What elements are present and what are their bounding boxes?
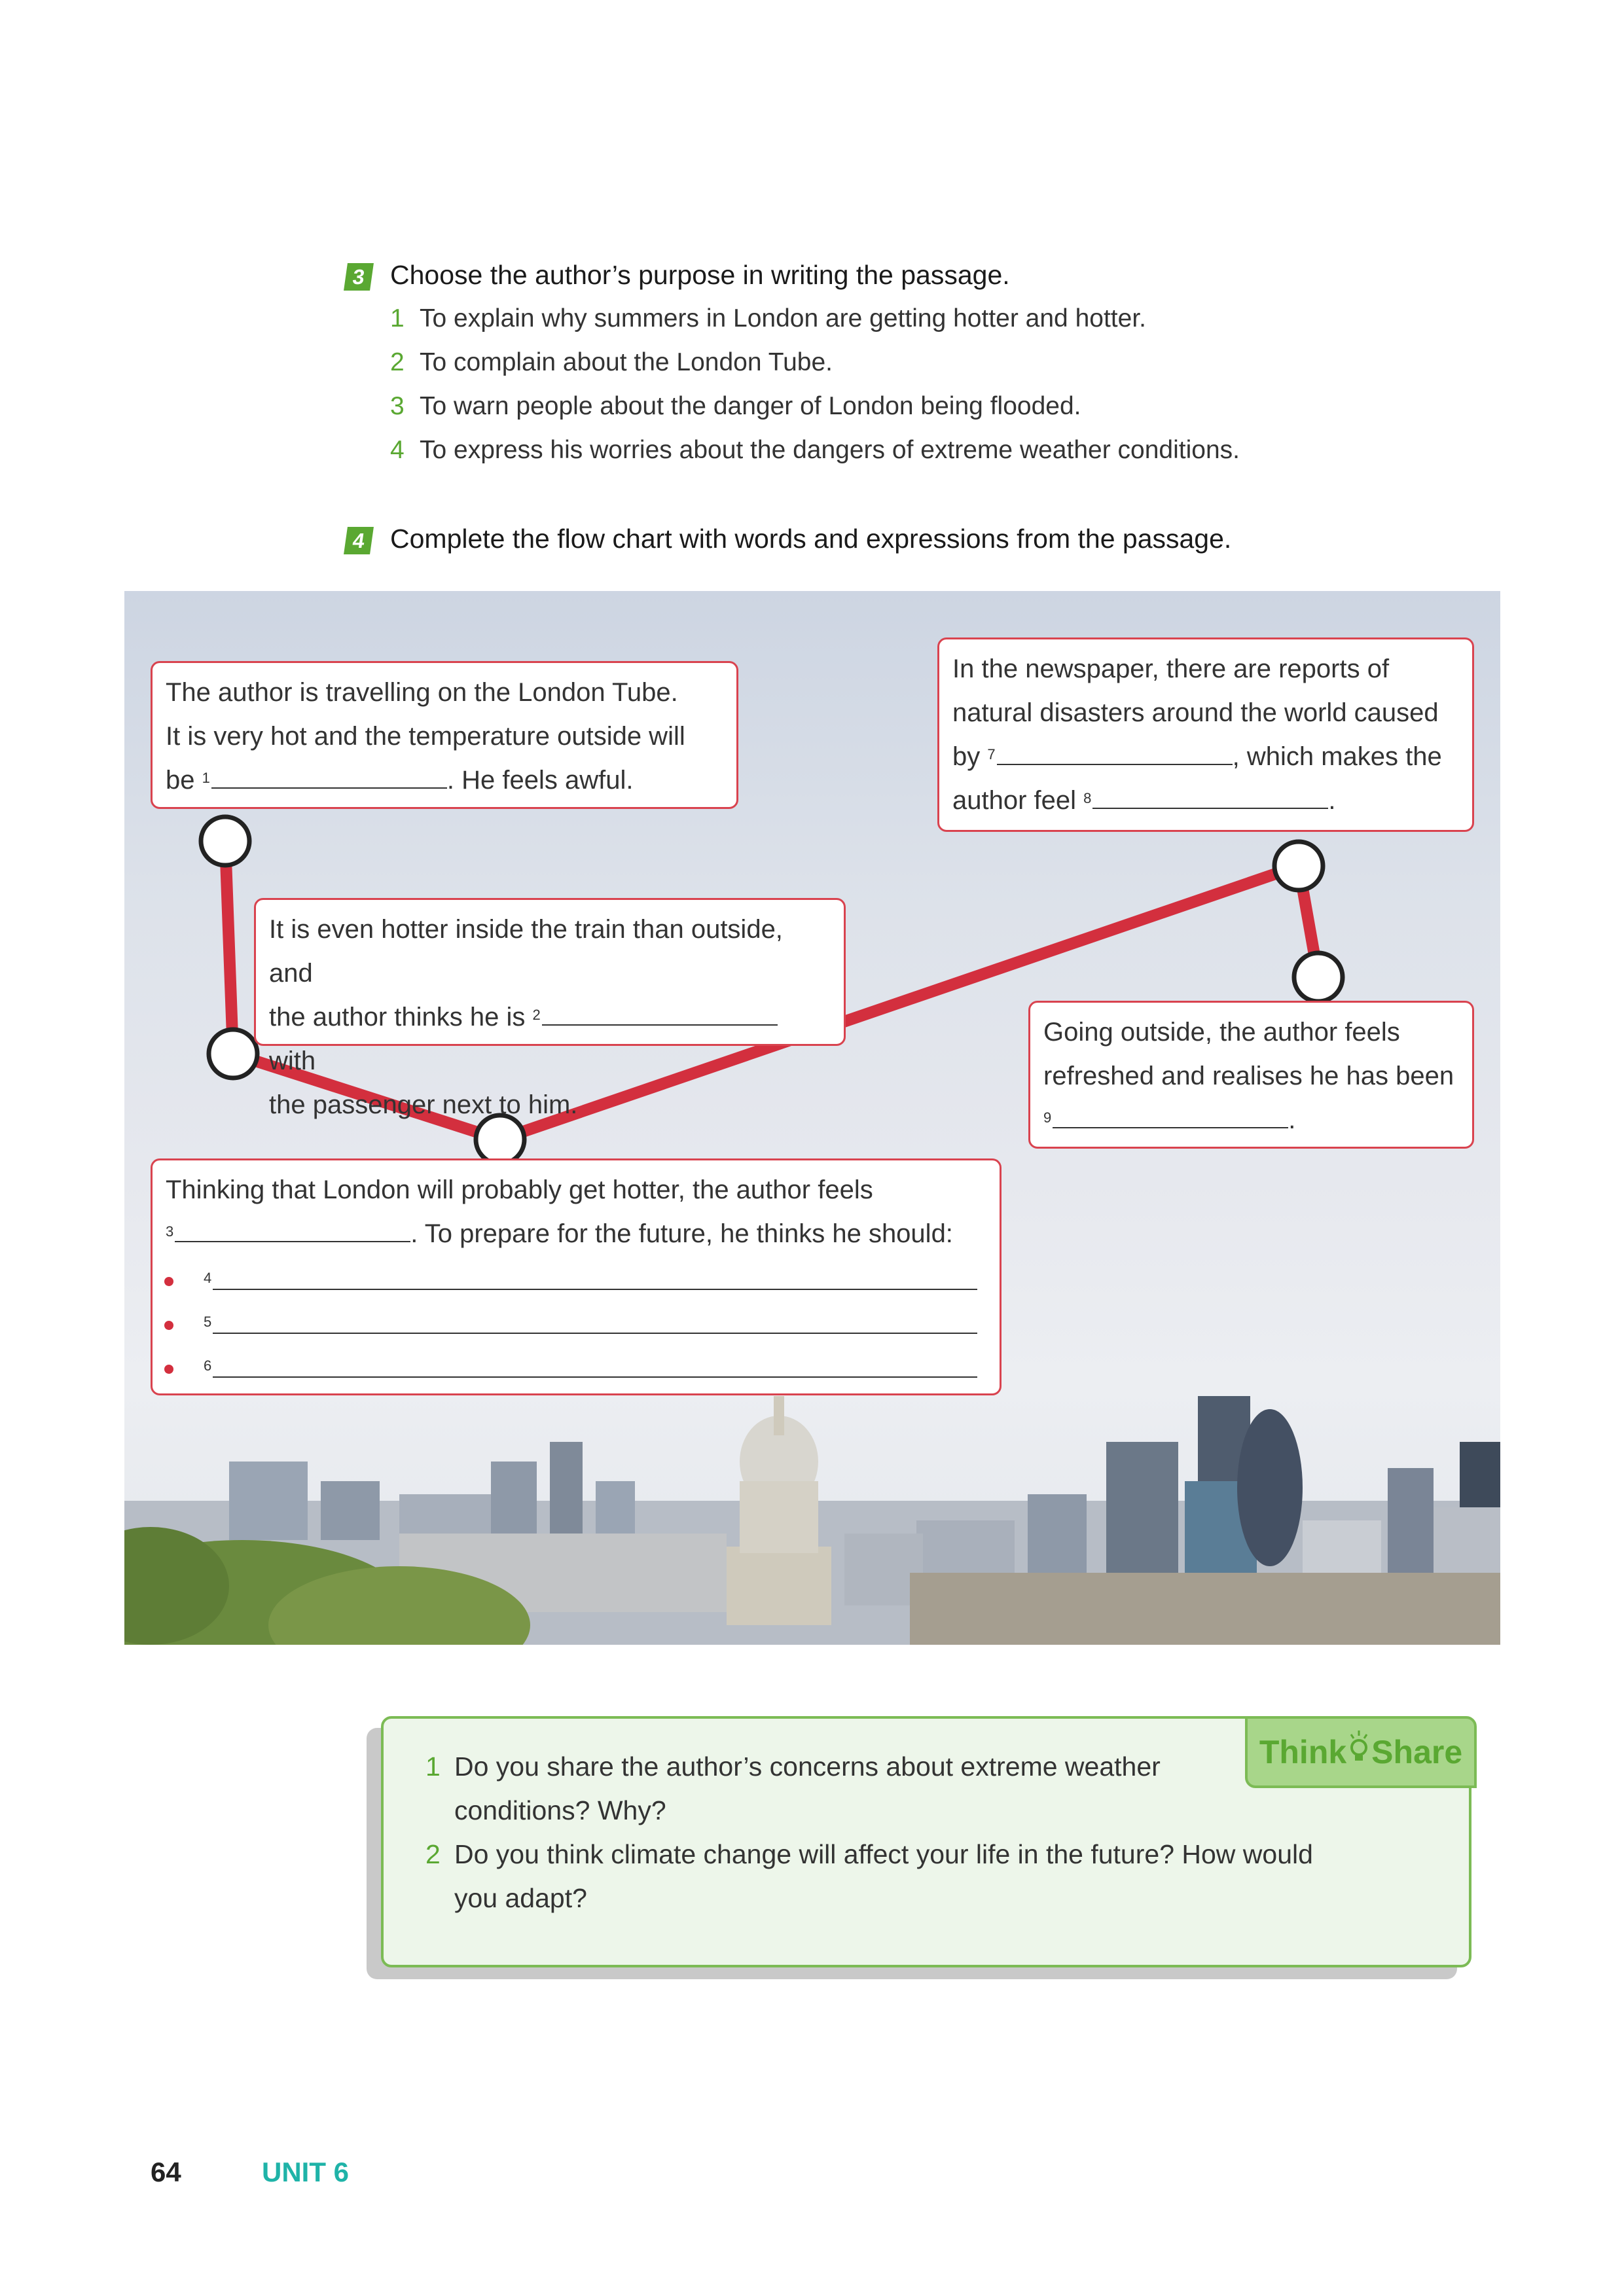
text: author feel <box>952 786 1077 815</box>
flow-box-3-line-1: Thinking that London will probably get hotter, the author feels <box>166 1175 873 1204</box>
flow-box-4-line-1: In the newspaper, there are reports of <box>952 655 1390 683</box>
flow-box-2-line-1: It is even hotter inside the train than outside, and <box>269 915 783 988</box>
flow-box-1-line-1: The author is travelling on the London Tube. <box>166 678 678 707</box>
blank-number-7: 7 <box>987 746 996 762</box>
option-text: To complain about the London Tube. <box>420 348 833 376</box>
route-stop-2 <box>209 1030 257 1078</box>
text: be <box>166 766 195 795</box>
london-skyline-image <box>124 1396 1500 1645</box>
blank-number-4: 4 <box>204 1270 212 1286</box>
exercise-3-instruction: Choose the author’s purpose in writing the passage. <box>390 260 1010 290</box>
question-text-line-2: conditions? Why? <box>454 1795 666 1825</box>
flow-box-5 <box>1028 1001 1474 1149</box>
flow-box-4 <box>937 637 1474 832</box>
exercise-4-badge: 4 <box>344 527 374 554</box>
text: . To prepare for the future, he thinks he should: <box>410 1219 953 1248</box>
answer-bullet-5[interactable] <box>164 1297 977 1336</box>
text: , which makes the <box>1232 742 1442 771</box>
lightbulb-icon <box>1348 1728 1370 1767</box>
flow-box-3-line-2 <box>166 1212 986 1256</box>
flow-box-4-line-4 <box>952 779 1459 823</box>
answer-blank-1[interactable] <box>211 761 447 789</box>
page-number: 64 <box>151 2157 181 2187</box>
share-label: Share <box>1371 1734 1463 1770</box>
flow-box-2-line-2 <box>269 996 831 1083</box>
question-number: 1 <box>425 1751 441 1782</box>
flow-box-2-line-3: the passenger next to him. <box>269 1090 578 1119</box>
answer-blank-2[interactable] <box>542 998 778 1026</box>
option-4[interactable] <box>390 436 1240 465</box>
answer-blank-5[interactable] <box>213 1333 977 1334</box>
flow-box-4-line-2: natural disasters around the world caused <box>952 698 1439 727</box>
blank-number-2: 2 <box>532 1007 541 1023</box>
route-stop-1 <box>201 817 249 865</box>
flow-box-3 <box>151 1158 1001 1395</box>
text: . He feels awful. <box>446 766 634 795</box>
blank-number-5: 5 <box>204 1314 212 1330</box>
exercise-3-badge: 3 <box>344 263 374 291</box>
flow-box-5-line-1: Going outside, the author feels <box>1043 1018 1400 1047</box>
option-number: 2 <box>390 348 405 376</box>
question-text-line-2: you adapt? <box>454 1883 587 1913</box>
text: with <box>269 1047 316 1075</box>
exercise-4-instruction: Complete the flow chart with words and expressions from the passage. <box>390 524 1232 554</box>
bullet-dot <box>164 1321 173 1330</box>
think-label: Think <box>1259 1734 1347 1770</box>
flow-box-1-line-2: It is very hot and the temperature outside will <box>166 722 685 751</box>
flow-box-4-line-3 <box>952 735 1459 779</box>
option-text: To express his worries about the dangers of extreme weather conditions. <box>420 436 1240 464</box>
bullet-dot <box>164 1277 173 1286</box>
think-share-box <box>381 1716 1471 1967</box>
flow-box-1-line-3 <box>166 759 723 802</box>
route-stop-5 <box>1294 953 1343 1001</box>
answer-blank-9[interactable] <box>1053 1101 1288 1128</box>
text: the author thinks he is <box>269 1003 526 1031</box>
question-text-line-1: Do you think climate change will affect your life in the future? How would <box>454 1839 1313 1869</box>
question-number: 2 <box>425 1839 441 1869</box>
flow-box-5-line-3 <box>1043 1098 1459 1142</box>
route-stop-4 <box>1274 842 1323 890</box>
answer-bullet-4[interactable] <box>164 1253 977 1293</box>
blank-number-1: 1 <box>202 770 210 786</box>
flow-box-2 <box>254 898 846 1119</box>
blank-number-9: 9 <box>1043 1109 1052 1126</box>
discussion-question-2 <box>425 1833 1407 1920</box>
option-2[interactable] <box>390 348 833 377</box>
unit-label: UNIT 6 <box>262 2157 350 2187</box>
flow-box-1 <box>151 661 738 809</box>
text: . <box>1328 786 1336 815</box>
text: by <box>952 742 981 771</box>
bullet-dot <box>164 1365 173 1374</box>
flow-box-5-line-2: refreshed and realises he has been <box>1043 1062 1454 1090</box>
option-number: 3 <box>390 392 405 420</box>
discussion-question-1 <box>425 1745 1224 1833</box>
think-share-tag <box>1245 1716 1477 1788</box>
answer-blank-6[interactable] <box>213 1376 977 1378</box>
answer-blank-3[interactable] <box>175 1215 410 1242</box>
answer-blank-7[interactable] <box>997 738 1233 765</box>
option-number: 4 <box>390 436 405 464</box>
blank-number-6: 6 <box>204 1357 212 1374</box>
answer-blank-4[interactable] <box>213 1289 977 1290</box>
option-text: To warn people about the danger of London being flooded. <box>420 392 1081 420</box>
option-3[interactable] <box>390 392 1081 421</box>
option-text: To explain why summers in London are getting hotter and hotter. <box>420 304 1146 332</box>
answer-blank-8[interactable] <box>1092 781 1328 809</box>
blank-number-3: 3 <box>166 1223 174 1240</box>
answer-bullet-6[interactable] <box>164 1341 977 1380</box>
blank-number-8: 8 <box>1083 790 1092 806</box>
question-text-line-1: Do you share the author’s concerns about extreme weather <box>454 1751 1161 1782</box>
option-1[interactable] <box>390 304 1146 333</box>
text: . <box>1288 1105 1296 1134</box>
option-number: 1 <box>390 304 405 332</box>
flow-chart-panel <box>124 591 1500 1645</box>
